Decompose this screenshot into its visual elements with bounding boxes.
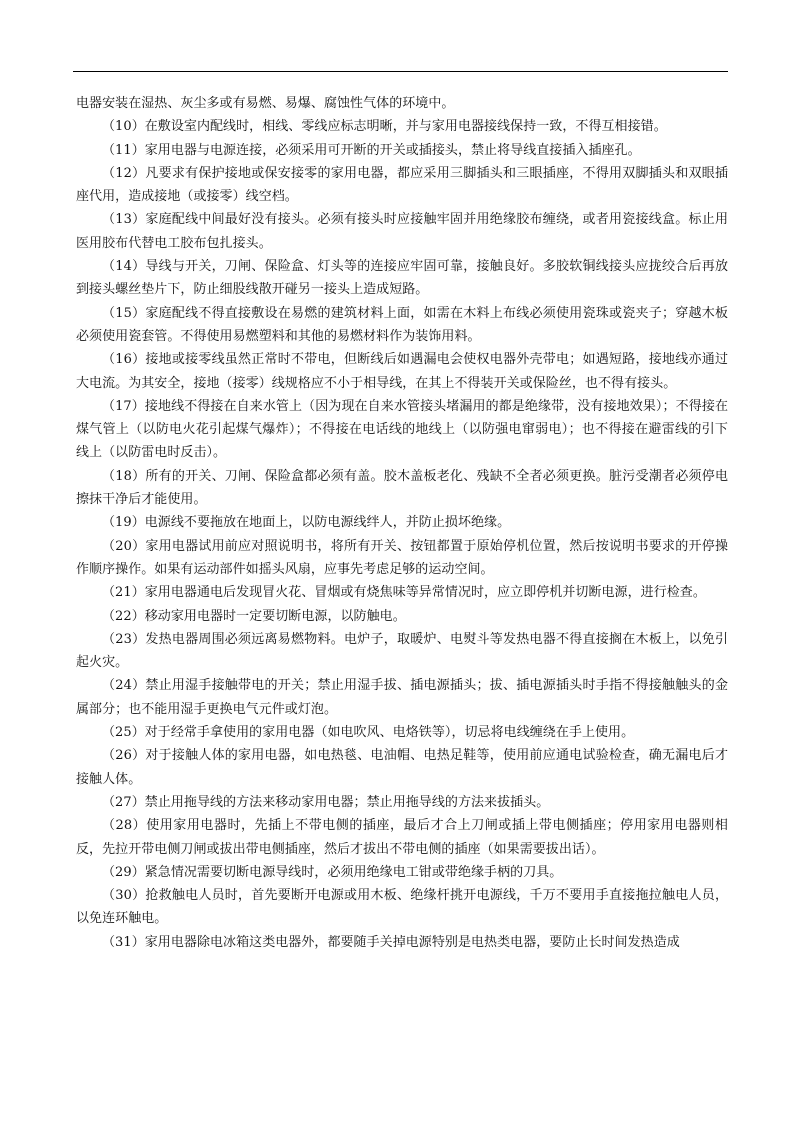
paragraph-item-29: （29）紧急情况需要切断电源导线时，必须用绝缘电工钳或带绝缘手柄的刀具。 (102, 864, 563, 880)
paragraph-item-15: （15）家庭配线不得直接敷设在易燃的建筑材料上面，如需在木料上布线必须使用瓷珠或瓷夹子；穿越木板必须使用瓷套管。不得使用易燃塑料和其他的易燃材料作为装饰用料。 (76, 305, 728, 344)
paragraph-item-30: （30）抢救触电人员时，首先要断开电源或用木板、绝缘杆挑开电源线，千万不要用手直接拖拉触电人员，以免连环触电。 (76, 888, 728, 927)
paragraph-item-23: （23）发热电器周围必须远离易燃物料。电炉子，取暖炉、电熨斗等发热电器不得直接搁在木板上，以免引起火灾。 (76, 631, 728, 671)
paragraph-item-20: （20）家用电器试用前应对照说明书，将所有开关、按钮都置于原始停机位置，然后按说明书要求的开停操作顺序操作。如果有运动部件如摇头风扇，应事先考虑足够的运动空间。 (76, 538, 728, 577)
paragraph-item-27: （27）禁止用拖导线的方法来移动家用电器；禁止用拖导线的方法来拔插头。 (102, 794, 550, 810)
paragraph-item-17: （17）接地线不得接在自来水管上（因为现在自来水管接头堵漏用的都是绝缘带，没有接地效果）；不得接在煤气管上（以防电火花引起煤气爆炸）；不得接在电话线的地线上（以防强电窜弱电）；也不得接在避雷线的引下线上（以防雷电时反击）。 (76, 398, 728, 461)
paragraph-continuation: 电器安装在湿热、灰尘多或有易燃、易爆、腐蚀性气体的环境中。 (76, 96, 455, 111)
paragraph-item-19: （19）电源线不要拖放在地面上，以防电源线绊人，并防止损坏绝缘。 (102, 515, 511, 531)
paragraph-item-11: （11）家用电器与电源连接，必须采用可开断的开关或插接头，禁止将导线直接插入插座孔。 (102, 142, 641, 158)
paragraph-item-13: （13）家庭配线中间最好没有接头。必须有接头时应接触牢固并用绝缘胶布缠绕，或者用瓷接线盒。标止用医用胶布代替电工胶布包扎接头。 (76, 212, 728, 251)
paragraph-item-18: （18）所有的开关、刀闸、保险盒都必须有盖。胶木盖板老化、残缺不全者必须更换。脏污受潮者必须停电擦抹干净后才能使用。 (76, 468, 728, 508)
paragraph-item-21: （21）家用电器通电后发现冒火花、冒烟或有烧焦味等异常情况时，应立即停机并切断电源，进行检查。 (102, 585, 706, 601)
paragraph-item-24: （24）禁止用湿手接触带电的开关；禁止用湿手拔、插电源插头；拔、插电源插头时手指不得接触触头的金属部分；也不能用湿手更换电气元件或灯泡。 (76, 678, 728, 717)
paragraph-item-14: （14）导线与开关，刀闸、保险盒、灯头等的连接应牢固可靠，接触良好。多胶软铜线接头应拢绞合后再放到接头螺丝垫片下，防止细股线散开碰另一接头上造成短路。 (76, 259, 728, 298)
document-body (76, 92, 728, 954)
paragraph-item-16: （16）接地或接零线虽然正常时不带电，但断线后如遇漏电会使权电器外壳带电；如遇短路，接地线亦通过大电流。为其安全，接地（接零）线规格应不小于相导线，在其上不得装开关或保险丝，也不得有接头。 (76, 352, 728, 391)
paragraph-item-12: （12）凡要求有保护接地或保安接零的家用电器，都应采用三脚插头和三眼插座，不得用双脚插头和双眼插座代用，造成接地（或接零）线空档。 (76, 165, 728, 205)
paragraph-item-28: （28）使用家用电器时，先插上不带电侧的插座，最后才合上刀闸或插上带电侧插座；停用家用电器则相反，先拉开带电侧刀闸或拔出带电侧插座，然后才拔出不带电侧的插座（如果需要拔出话）。 (76, 818, 728, 857)
paragraph-item-22: （22）移动家用电器时一定要切断电源，以防触电。 (102, 608, 406, 624)
header-rule (73, 71, 728, 72)
paragraph-item-25: （25）对于经常手拿使用的家用电器（如电吹风、电烙铁等），切忌将电线缠绕在手上使用。 (102, 725, 635, 741)
paragraph-item-31: （31）家用电器除电冰箱这类电器外，都要随手关掉电源特别是电热类电器，要防止长时间发热造成 (102, 934, 680, 950)
paragraph-item-10: （10）在敷设室内配线时，相线、零线应标志明晰，并与家用电器接线保持一致，不得互相接错。 (102, 119, 667, 135)
paragraph-item-26: （26）对于接触人体的家用电器，如电热毯、电油帽、电热足鞋等，使用前应通电试验检查，确无漏电后才接触人体。 (76, 748, 728, 787)
